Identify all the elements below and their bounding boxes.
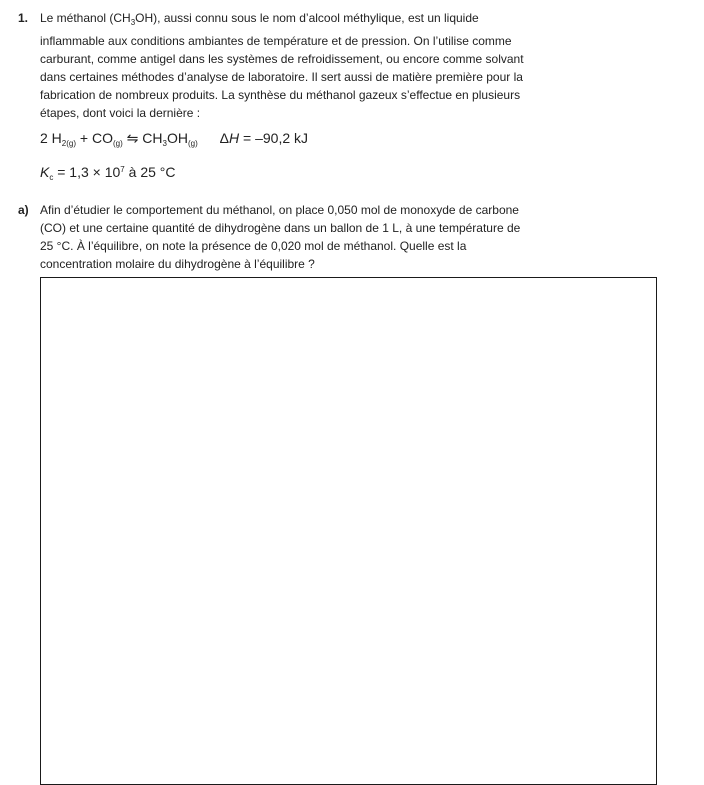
enthalpy-value xyxy=(220,130,308,146)
text-segment: 7 xyxy=(120,165,125,174)
text-segment: OH), aussi connu sous le nom d’alcool méthylique, est un liquide xyxy=(135,11,479,25)
text-segment: (CO) et une certaine quantité de dihydrogène dans un ballon de 1 L, à une température de xyxy=(40,221,521,235)
part-a-label: a) xyxy=(18,203,29,217)
equation-block xyxy=(40,125,704,191)
problem-number: 1. xyxy=(18,11,29,25)
part-a xyxy=(18,201,704,273)
text-segment: = –90,2 kJ xyxy=(239,130,309,146)
text-segment: Le méthanol (CH xyxy=(40,11,131,25)
intro-paragraph xyxy=(40,9,524,122)
text-line xyxy=(40,237,520,255)
reaction-equation-line xyxy=(40,125,704,157)
text-segment: à 25 °C xyxy=(124,164,176,180)
text-line xyxy=(40,32,524,50)
text-segment: c xyxy=(49,173,54,182)
text-line xyxy=(40,68,524,86)
text-segment: étapes, dont voici la dernière : xyxy=(40,106,201,120)
answer-box xyxy=(40,277,657,785)
text-segment: OH xyxy=(166,130,188,146)
text-segment: 3 xyxy=(130,18,136,27)
part-a-paragraph xyxy=(40,201,520,273)
text-segment: Afin d’étudier le comportement du méthanol, on place 0,050 mol de monoxyde de carbone xyxy=(40,203,519,217)
text-segment: + CO xyxy=(76,130,113,146)
text-line xyxy=(40,255,520,273)
text-segment: ⇋ CH xyxy=(122,130,163,146)
text-line xyxy=(40,219,520,237)
text-segment: 3 xyxy=(162,139,167,148)
text-segment: 2 H xyxy=(40,130,62,146)
text-segment: H xyxy=(229,130,240,146)
text-segment: (g) xyxy=(187,139,198,148)
text-segment: Δ xyxy=(219,130,229,146)
text-segment: inflammable aux conditions ambiantes de température et de pression. On l’utilise comme xyxy=(40,34,512,48)
text-segment: = 1,3 × 10 xyxy=(53,164,121,180)
problem-1 xyxy=(18,9,704,122)
text-line xyxy=(40,104,524,122)
text-line xyxy=(40,9,524,32)
text-segment: fabrication de nombreux produits. La synthèse du méthanol gazeux s’effectue en plusieurs xyxy=(40,88,521,102)
text-line xyxy=(40,201,520,219)
text-segment: (g) xyxy=(113,139,123,148)
text-segment: 2(g) xyxy=(61,139,77,148)
text-segment: concentration molaire du dihydrogène à l’équilibre ? xyxy=(40,257,315,271)
text-segment: 25 °C. À l’équilibre, on note la présence de 0,020 mol de méthanol. Quelle est la xyxy=(40,239,467,253)
reaction-equation xyxy=(40,130,198,146)
equilibrium-constant xyxy=(40,164,176,180)
text-segment: dans certaines méthodes d’analyse de laboratoire. Il sert aussi de matière première pour la xyxy=(40,70,523,84)
text-segment: K xyxy=(40,164,50,180)
text-segment: carburant, comme antigel dans les systèmes de refroidissement, ou encore comme solvant xyxy=(40,52,524,66)
text-line xyxy=(40,50,524,68)
equilibrium-constant-line xyxy=(40,157,704,191)
text-line xyxy=(40,86,524,104)
